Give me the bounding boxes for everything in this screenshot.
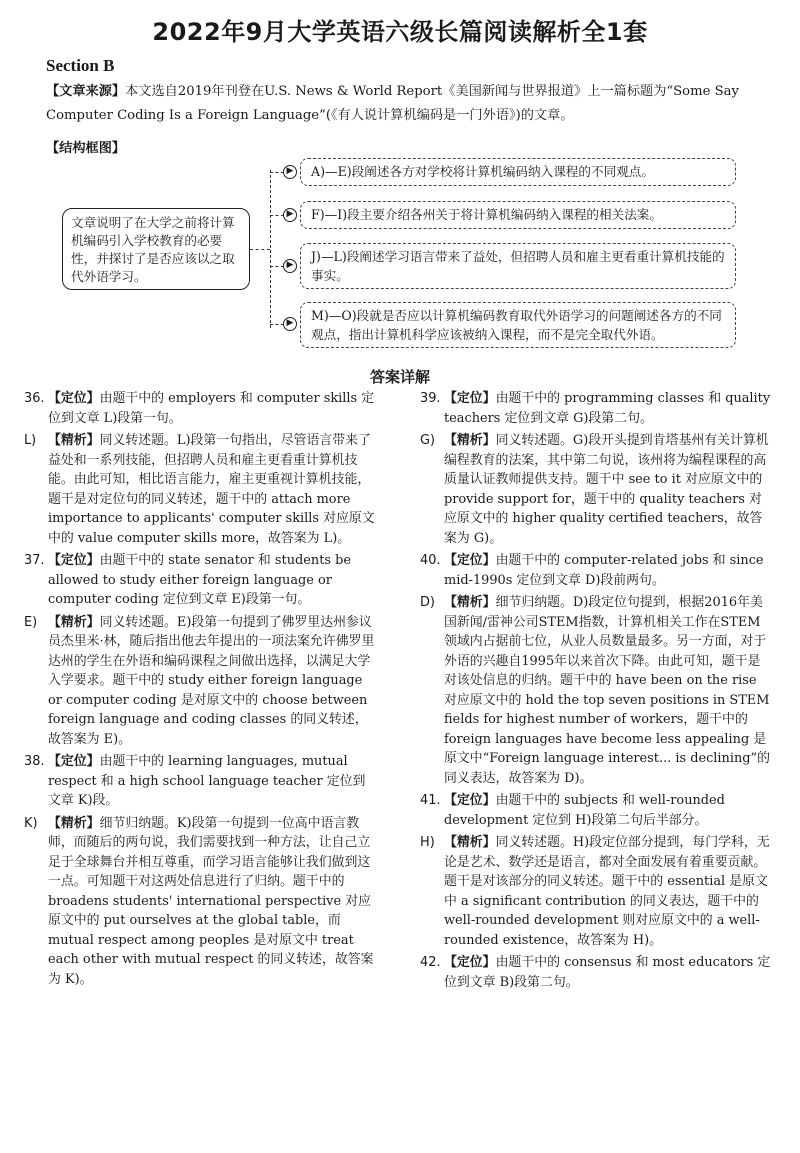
entry-tag: 【定位】 (444, 391, 496, 406)
tree-connector-line (250, 249, 270, 250)
entry-tag: 【定位】 (48, 754, 100, 769)
entry-text: 由题干中的 subjects 和 well-rounded development 定位到 H)段第二句后半部分。 (444, 793, 725, 828)
structure-branch-3: J)—L)段阐述学习语言带来了益处，但招聘人员和雇主更看重计算机技能的事实。 (300, 243, 736, 289)
entry-tag: 【精析】 (444, 835, 496, 850)
entry-number: H) (420, 835, 435, 850)
entry-number: 36. (24, 391, 45, 406)
structure-branch-1: A)—E)段阐述各方对学校将计算机编码纳入课程的不同观点。 (300, 158, 736, 186)
structure-branch-4: M)—O)段就是否应以计算机编码教育取代外语学习的问题阐述各方的不同观点，指出计算机科学应该被纳入课程，而不是完全取代外语。 (300, 302, 736, 348)
arrow-right-icon: ▶ (283, 259, 297, 273)
entry-tag: 【精析】 (48, 433, 100, 448)
entry-text: 同义转述题。L)段第一句指出，尽管语言带来了益处和一系列技能，但招聘人员和雇主更看重计算机技能。由此可知，相比语言能力，雇主更重视计算机技能，题干是对定位句的同义转述，题干中的 attach more importance to applicants' computer skills 对应原文中的 value computer skills more，故答案为 L)。 (48, 433, 375, 546)
entry-number: L) (24, 433, 37, 448)
answers-heading: 答案详解 (369, 368, 430, 386)
page-title: 2022年9月大学英语六级长篇阅读解析全1套 (152, 18, 648, 46)
entry-tag: 【定位】 (444, 955, 496, 970)
arrow-right-icon: ▶ (283, 317, 297, 331)
answers-right-column (420, 389, 772, 995)
answer-entry (24, 389, 376, 428)
entry-number: 38. (24, 754, 45, 769)
source-paragraph (46, 80, 760, 128)
answer-entry (24, 613, 376, 750)
answer-entry (420, 791, 772, 830)
entry-text: 细节归纳题。D)段定位句提到，根据2016年美国新闻/雷神公司STEM指数，计算机相关工作在STEM领域内占据前七位，从业人员数量最多。另一方面，对于外语的兴趣自1995年以来首次下降。由此可知，题干是对该处信息的归纳。题干中的 have been on the rise 对应原文中的 hold the top seven positions in STEM fields for highest number of workers，题干中的 foreign languages have become less appealing 是原文中“Foreign language interest... is declining”的同义表达，故答案为 D)。 (444, 595, 771, 786)
entry-number: 37. (24, 553, 45, 568)
entry-text: 由题干中的 employers 和 computer skills 定位到文章 L)段第一句。 (48, 391, 375, 426)
answer-entry (24, 551, 376, 610)
entry-number: G) (420, 433, 436, 448)
entry-number: 41. (420, 793, 441, 808)
entry-tag: 【定位】 (444, 793, 496, 808)
entry-text: 细节归纳题。K)段第一句提到一位高中语言教师，而随后的两句说，我们需要找到一种方法，让自己立足于全球舞台并相互尊重，而学习语言能够让我们做到这一点。可知题干对这两处信息进行了归纳。题干中的 broadens students' international perspective 对应原文中的 put ourselves at the global table，而 mutual respect among peoples 是对原文中 treat each other with mutual respect 的同义转述，故答案为 K)。 (48, 815, 374, 987)
answer-entry (420, 833, 772, 950)
answer-entry (24, 814, 376, 990)
entry-text: 由题干中的 programming classes 和 quality teachers 定位到文章 G)段第二句。 (444, 391, 771, 426)
section-label: Section B (46, 56, 115, 75)
branch-line (270, 266, 284, 267)
entry-text: 同义转述题。E)段第一句提到了佛罗里达州参议员杰里米·林，随后指出他去年提出的一项法案允许佛罗里达州的学生在外语和编码课程之间做出选择，以满足大学入学要求。题干中的 study either foreign language or computer coding 是对原文中的 choose between foreign language and coding classes 的同义转述，故答案为 E)。 (48, 614, 375, 747)
entry-tag: 【定位】 (48, 391, 100, 406)
entry-tag: 【定位】 (444, 553, 496, 568)
answer-entry (420, 551, 772, 590)
entry-number: 42. (420, 955, 441, 970)
entry-tag: 【定位】 (48, 553, 100, 568)
entry-tag: 【精析】 (444, 595, 496, 610)
source-text: 本文选自2019年刊登在U.S. News & World Report《美国新闻与世界报道》上一篇标题为“Some Say Computer Coding Is a Foreign Language”(《有人说计算机编码是一门外语》)的文章。 (46, 84, 739, 123)
tree-trunk-line (270, 170, 271, 328)
source-tag: 【文章来源】 (46, 84, 126, 99)
entry-text: 由题干中的 consensus 和 most educators 定位到文章 B)段第二句。 (444, 955, 771, 990)
entry-text: 由题干中的 learning languages, mutual respect 和 a high school language teacher 定位到文章 K)段。 (48, 754, 366, 808)
entry-text: 同义转述题。G)段开头提到肯塔基州有关计算机编程教育的法案，其中第二句说，该州将为编程课程的高质量认证教师提供支持。题干中 see to it 对应原文中的 provide support for，题干中的 quality teachers 对应原文中的 higher quality certified teachers，故答案为 G)。 (444, 433, 769, 546)
frame-label: 【结构框图】 (46, 141, 126, 156)
answer-entry (420, 953, 772, 992)
entry-text: 由题干中的 computer-related jobs 和 since mid-1990s 定位到文章 D)段前两句。 (444, 553, 764, 588)
arrow-right-icon: ▶ (283, 208, 297, 222)
answers-left-column (24, 389, 376, 992)
answer-entry (24, 752, 376, 811)
arrow-right-icon: ▶ (283, 165, 297, 179)
entry-tag: 【精析】 (48, 614, 100, 630)
entry-number: 39. (420, 391, 441, 406)
entry-text: 由题干中的 state senator 和 students be allowed to study either foreign language or computer coding 定位到文章 E)段第一句。 (48, 553, 351, 607)
answer-entry (24, 431, 376, 548)
summary-box: 文章说明了在大学之前将计算机编码引入学校教育的必要性，并探讨了是否应该以之取代外语学习。 (62, 208, 250, 290)
entry-tag: 【精析】 (444, 433, 496, 448)
answer-entry (420, 389, 772, 428)
entry-text: 同义转述题。H)段定位部分提到，每门学科，无论是艺术、数学还是语言，都对全面发展有着重要贡献。题干是对该部分的同义转述。题干中的 essential 是原文中 a significant contribution 的同义表达，题干中的 well-rounded development 则对应原文中的 a well-rounded existence，故答案为 H)。 (444, 835, 770, 948)
answer-entry (420, 593, 772, 788)
entry-number: 40. (420, 553, 441, 568)
structure-branch-2: F)—I)段主要介绍各州关于将计算机编码纳入课程的相关法案。 (300, 201, 736, 229)
branch-line (270, 172, 284, 173)
answer-entry (420, 431, 772, 548)
entry-number: D) (420, 595, 435, 610)
entry-number: K) (24, 815, 38, 831)
entry-number: E) (24, 614, 38, 630)
branch-line (270, 215, 284, 216)
branch-line (270, 324, 284, 325)
entry-tag: 【精析】 (48, 815, 100, 831)
